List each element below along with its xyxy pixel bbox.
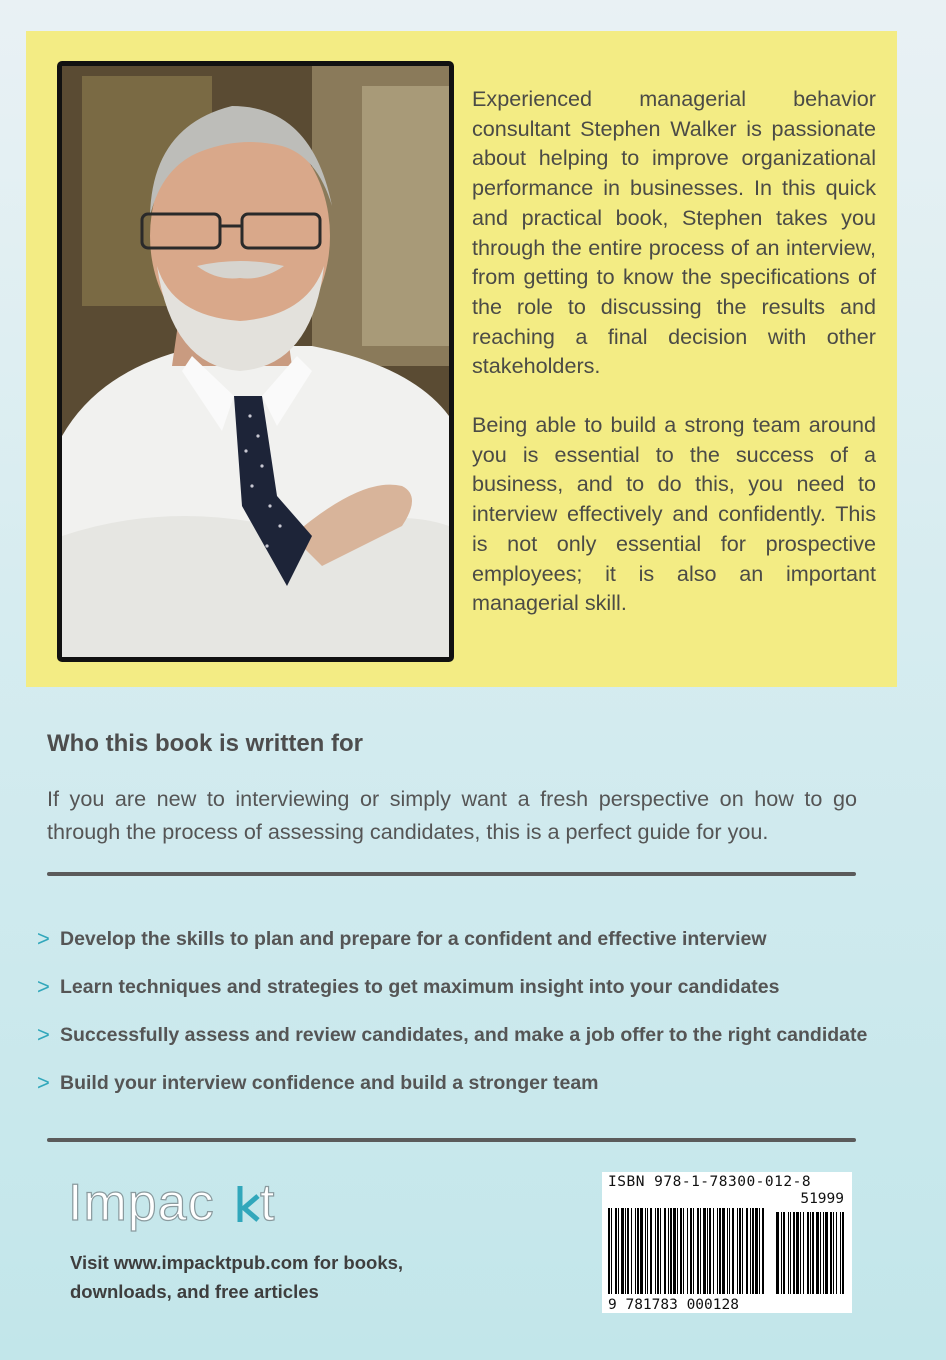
barcode-bar [615,1208,617,1294]
visit-line-1: Visit www.impacktpub.com for books, [70,1252,404,1273]
price-barcode-bar [807,1212,809,1294]
barcode-bar [645,1208,646,1294]
bullet-text: Build your interview confidence and build a stronger team [60,1071,599,1094]
barcode-bar [627,1208,629,1294]
price-barcode-bar [812,1212,814,1294]
barcode-bar [631,1208,632,1294]
isbn-barcode [602,1172,852,1313]
chevron-right-icon: > [37,974,50,999]
author-description [472,84,876,618]
chevron-right-icon: > [37,926,50,951]
svg-text:t: t [260,1174,275,1232]
barcode-bar [713,1208,714,1294]
divider-bottom [47,1138,856,1142]
price-barcode-bar [833,1212,834,1294]
barcode-bar [746,1208,748,1294]
price-barcode-bar [796,1212,799,1294]
svg-text:Impac: Impac [68,1174,215,1232]
barcode-bar [635,1208,636,1294]
list-item [37,1011,897,1059]
barcode-bar [625,1208,626,1294]
price-barcode-bar [816,1212,819,1294]
price-barcode-bar [793,1212,795,1294]
barcode-bar [717,1208,718,1294]
chevron-right-icon: > [37,1022,50,1047]
price-barcode-bar [836,1212,837,1294]
barcode-bar [680,1208,682,1294]
barcode-bar [683,1208,684,1294]
barcode-bar [742,1208,743,1294]
barcode-bar [709,1208,711,1294]
price-barcode-bar [842,1212,844,1294]
barcode-bar [637,1208,639,1294]
barcode-bar [732,1208,734,1294]
barcode-bars [608,1208,846,1294]
barcode-bar [647,1208,648,1294]
price-barcode-bar [788,1212,789,1294]
audience-text: If you are new to interviewing or simply want a fresh perspective on how to go through the process of assessing candidates, this is a perfect guide for you. [47,786,857,844]
barcode-bar [719,1208,721,1294]
barcode-bar [727,1208,728,1294]
bullet-text: Learn techniques and strategies to get maximum insight into your candidates [60,975,780,998]
list-item [37,1059,897,1107]
price-barcode-bar [776,1212,779,1294]
barcode-bar [650,1208,652,1294]
price-barcode-bar [790,1212,791,1294]
price-barcode-bar [783,1212,785,1294]
feature-list [37,915,897,1107]
author-portrait-image [62,66,449,657]
barcode-bar [608,1208,610,1294]
price-barcode-bar [840,1212,841,1294]
barcode-bar [762,1208,764,1294]
barcode-bar [670,1208,672,1294]
price-barcode-bar [781,1212,782,1294]
barcode-bar [693,1208,694,1294]
publisher-visit-text [70,1248,410,1306]
barcode-bar [660,1208,661,1294]
barcode-bar [687,1208,688,1294]
price-barcode-bar [830,1212,832,1294]
barcode-bar [621,1208,624,1294]
intro-paragraph-1: Experienced managerial behavior consultant Stephen Walker is passionate about helping to improve organizational performance in businesses. In this quick and practical book, Stephen takes you through the entire process of an interview, from getting to know the specifications of the role to discussing the results and reaching a final decision with other stakeholders. [472,86,876,379]
price-barcode-bar [810,1212,811,1294]
bullet-text: Develop the skills to plan and prepare for a confident and effective interview [60,927,767,950]
ean-digits: 9 781783 000128 [606,1297,846,1313]
bullet-text: Successfully assess and review candidates, and make a job offer to the right candidate [60,1023,868,1046]
barcode-bar [755,1208,758,1294]
barcode-bar [690,1208,692,1294]
barcode-bar [657,1208,659,1294]
barcode-bar [664,1208,666,1294]
isbn-label: ISBN 978-1-78300-012-8 [608,1174,812,1190]
barcode-bar [668,1208,669,1294]
price-barcode-bar [800,1212,801,1294]
barcode-bar [737,1208,738,1294]
barcode-bar [697,1208,699,1294]
barcode-bar [759,1208,760,1294]
price-barcode-bar [820,1212,821,1294]
barcode-bar [640,1208,643,1294]
intro-paragraph-2: Being able to build a strong team around you is essential to the success of a business, and to do this, you need to interview effectively and confidently. This is not only essential for prospective employees; it is also an important managerial skill. [472,412,876,616]
price-barcode-bar [825,1212,828,1294]
barcode-bar [618,1208,619,1294]
barcode-bar [722,1208,725,1294]
barcode-bar [739,1208,741,1294]
price-code: 51999 [800,1191,844,1207]
barcode-bar [752,1208,754,1294]
author-photo [57,61,454,662]
barcode-bar [673,1208,676,1294]
barcode-bar [655,1208,656,1294]
list-item [37,915,897,963]
barcode-bar [750,1208,751,1294]
chevron-right-icon: > [37,1070,50,1095]
barcode-bar [703,1208,706,1294]
price-barcode-bar [823,1212,824,1294]
visit-line-2: downloads, and free articles [70,1281,319,1302]
list-item [37,963,897,1011]
barcode-bar [677,1208,678,1294]
barcode-bar [700,1208,701,1294]
divider-top [47,872,856,876]
audience-heading: Who this book is written for [47,730,363,757]
barcode-bar [729,1208,730,1294]
price-barcode-bar [803,1212,804,1294]
barcode-bar [611,1208,612,1294]
barcode-bar [707,1208,708,1294]
publisher-logo [68,1172,298,1243]
